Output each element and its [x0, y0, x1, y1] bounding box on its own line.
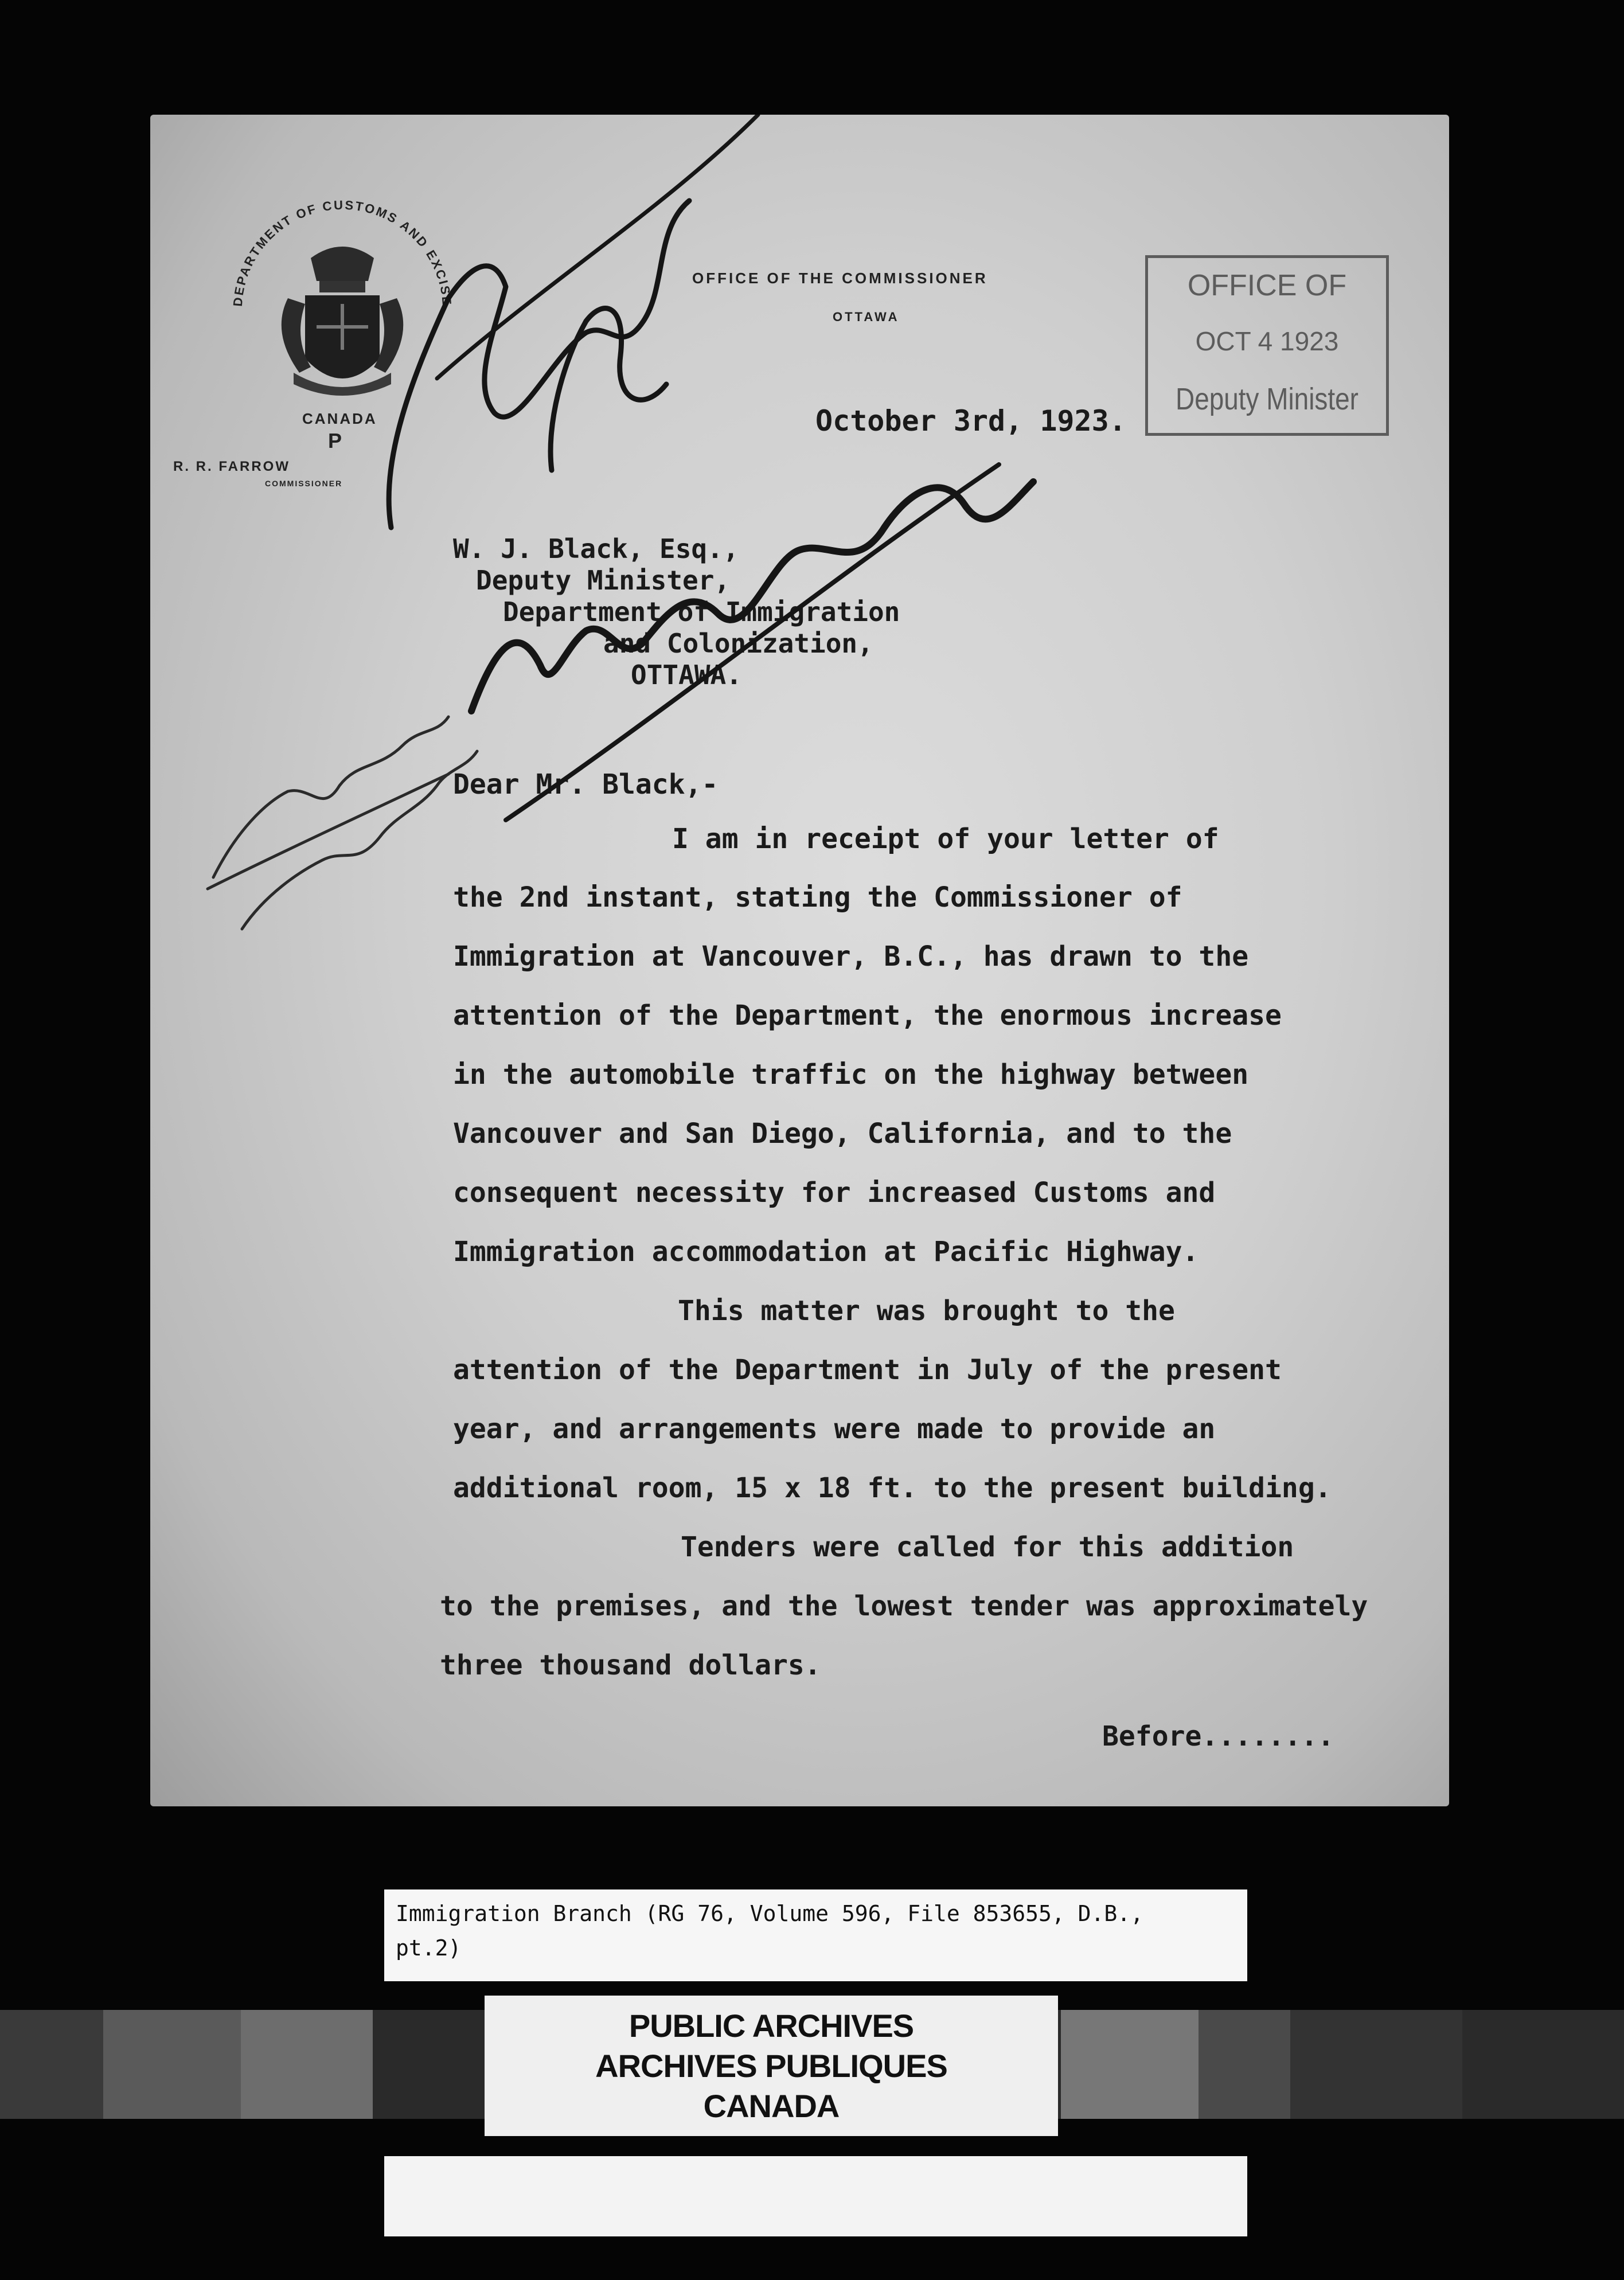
body-line: Immigration at Vancouver, B.C., has drawn to the — [453, 940, 1249, 973]
blank-label-card — [384, 2156, 1247, 2236]
archives-line2: ARCHIVES PUBLIQUES — [595, 2048, 947, 2084]
body-line: consequent necessity for increased Customs and — [453, 1177, 1216, 1209]
commissioner-title: COMMISSIONER — [265, 479, 343, 488]
body-line: Immigration accommodation at Pacific Highway. — [453, 1236, 1199, 1268]
body-line: the 2nd instant, stating the Commissioner of — [453, 881, 1182, 913]
address-line-2: Deputy Minister, — [476, 565, 731, 596]
continuation-marker: Before........ — [1102, 1720, 1334, 1752]
letter-sheet — [150, 115, 1449, 1806]
body-line: three thousand dollars. — [440, 1649, 821, 1681]
seal-initial: P — [328, 429, 342, 452]
body-line: in the automobile traffic on the highway between — [453, 1059, 1249, 1091]
body-line: additional room, 15 x 18 ft. to the present building. — [453, 1472, 1332, 1504]
address-line-3: Department of Immigration — [503, 596, 900, 627]
archive-reference-line2: pt.2) — [396, 1935, 462, 1961]
address-line-5: OTTAWA. — [631, 659, 742, 690]
archives-line3: CANADA — [703, 2088, 840, 2124]
address-line-4: and Colonization, — [603, 628, 873, 659]
office-city: OTTAWA — [833, 310, 900, 324]
body-line: attention of the Department in July of the present — [453, 1354, 1282, 1386]
body-line: attention of the Department, the enormous increase — [453, 1000, 1282, 1032]
archive-reference-label — [384, 1889, 1247, 1981]
body-line: Tenders were called for this addition — [681, 1531, 1294, 1563]
body-line: to the premises, and the lowest tender was approximately — [440, 1590, 1368, 1622]
seal-arc-text: DEPARTMENT OF CUSTOMS AND EXCISE — [230, 197, 455, 307]
body-line: I am in receipt of your letter of — [672, 823, 1219, 855]
stamp-line1: OFFICE OF — [1187, 269, 1347, 302]
salutation: Dear Mr. Black,- — [453, 768, 719, 801]
stamp-date: OCT 4 1923 — [1195, 326, 1339, 356]
office-heading: OFFICE OF THE COMMISSIONER — [692, 270, 988, 287]
seal-country: CANADA — [302, 410, 377, 427]
body-line: year, and arrangements were made to provide an — [453, 1413, 1216, 1445]
commissioner-name: R. R. FARROW — [173, 459, 290, 474]
address-line-1: W. J. Black, Esq., — [453, 533, 739, 564]
body-line: Vancouver and San Diego, California, and to the — [453, 1118, 1232, 1150]
archive-reference-line1: Immigration Branch (RG 76, Volume 596, File 853655, D.B., — [396, 1901, 1144, 1926]
stamp-line3: Deputy Minister — [1176, 382, 1358, 416]
handwritten-annotations — [150, 115, 1449, 1806]
public-archives-plate — [485, 1996, 1058, 2136]
letter-date: October 3rd, 1923. — [815, 404, 1126, 438]
archives-line1: PUBLIC ARCHIVES — [628, 2008, 914, 2044]
body-line: This matter was brought to the — [678, 1295, 1175, 1327]
